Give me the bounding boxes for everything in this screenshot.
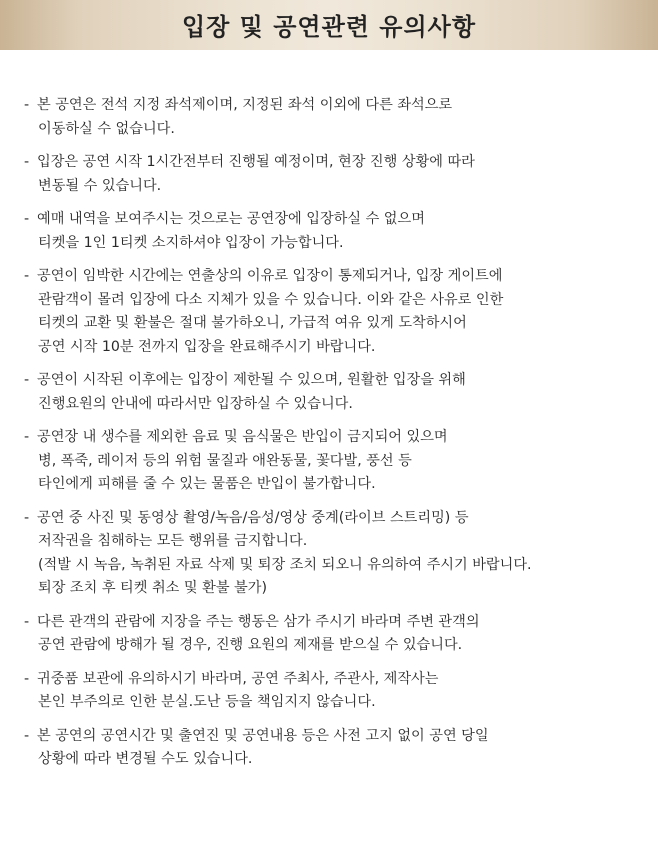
bullet-dash: - [24, 613, 30, 630]
bullet-dash: - [24, 670, 30, 687]
bullet-dash: - [24, 97, 30, 113]
notice-line: 본 공연의 공연시간 및 출연진 및 공연내용 등은 사전 고지 없이 공연 당일 [37, 727, 489, 744]
notice-item [24, 507, 644, 601]
notice-list [24, 94, 644, 782]
bullet-dash: - [24, 268, 30, 284]
notice-line: 입장은 공연 시작 1시간전부터 진행될 예정이며, 현장 진행 상황에 따라 [37, 154, 475, 170]
header-banner [0, 0, 658, 50]
notice-line: 공연이 임박한 시간에는 연출상의 이유로 입장이 통제되거나, 입장 게이트에 [37, 268, 503, 284]
notice-item [24, 426, 644, 497]
notice-line: 다른 관객의 관람에 지장을 주는 행동은 삼가 주시기 바라며 주변 관객의 [37, 613, 480, 630]
bullet-dash: - [24, 429, 30, 445]
bullet-dash: - [24, 211, 30, 227]
notice-line: 이동하실 수 없습니다. [38, 120, 175, 137]
notice-item [24, 151, 644, 198]
notice-line: 티켓의 교환 및 환불은 절대 불가하오니, 가급적 여유 있게 도착하시어 [38, 315, 467, 331]
notice-line: 퇴장 조치 후 티켓 취소 및 환불 불가) [38, 580, 267, 596]
notice-line: 공연 관람에 방해가 될 경우, 진행 요원의 제재를 받으실 수 있습니다. [38, 637, 463, 653]
bullet-dash: - [24, 154, 30, 170]
notice-line: 저작권을 침해하는 모든 행위를 금지합니다. [38, 533, 308, 549]
notice-line: 티켓을 1인 1티켓 소지하셔야 입장이 가능합니다. [38, 234, 344, 251]
notice-item [24, 265, 644, 359]
notice-line: 공연이 시작된 이후에는 입장이 제한될 수 있으며, 원활한 입장을 위해 [37, 372, 466, 388]
notice-line: 관람객이 몰려 입장에 다소 지체가 있을 수 있습니다. 이와 같은 사유로 인한 [38, 291, 504, 308]
notice-line: 예매 내역을 보여주시는 것으로는 공연장에 입장하실 수 없으며 [37, 211, 425, 227]
notice-item [24, 94, 644, 141]
notice-item [24, 208, 644, 255]
notice-line: 공연 중 사진 및 동영상 촬영/녹음/음성/영상 중계(라이브 스트리밍) 등 [37, 509, 469, 526]
bullet-dash: - [24, 509, 30, 526]
notice-item [24, 369, 644, 416]
notice-line: 병, 폭죽, 레이저 등의 위험 물질과 애완동물, 꽃다발, 풍선 등 [38, 452, 412, 469]
notice-line: 귀중품 보관에 유의하시기 바라며, 공연 주최사, 주관사, 제작사는 [37, 670, 439, 687]
notice-item [24, 611, 644, 658]
page-title: 입장 및 공연관련 유의사항 [181, 12, 477, 41]
notice-line: 공연장 내 생수를 제외한 음료 및 음식물은 반입이 금지되어 있으며 [37, 429, 448, 445]
bullet-dash: - [24, 372, 30, 388]
notice-line: (적발 시 녹음, 녹취된 자료 삭제 및 퇴장 조치 되오니 유의하여 주시기 바랍니다. [38, 556, 532, 573]
notice-item [24, 668, 644, 715]
notice-line: 타인에게 피해를 줄 수 있는 물품은 반입이 불가합니다. [38, 476, 376, 492]
notice-line: 변동될 수 있습니다. [38, 177, 162, 194]
notice-line: 본 공연은 전석 지정 좌석제이며, 지정된 좌석 이외에 다른 좌석으로 [37, 97, 453, 113]
notice-line: 상황에 따라 변경될 수도 있습니다. [38, 751, 253, 767]
notice-line: 진행요원의 안내에 따라서만 입장하실 수 있습니다. [38, 395, 353, 412]
notice-line: 공연 시작 10분 전까지 입장을 완료해주시기 바랍니다. [38, 338, 376, 355]
notice-item [24, 725, 644, 772]
notice-line: 본인 부주의로 인한 분실.도난 등을 책임지지 않습니다. [38, 694, 376, 710]
bullet-dash: - [24, 727, 30, 744]
